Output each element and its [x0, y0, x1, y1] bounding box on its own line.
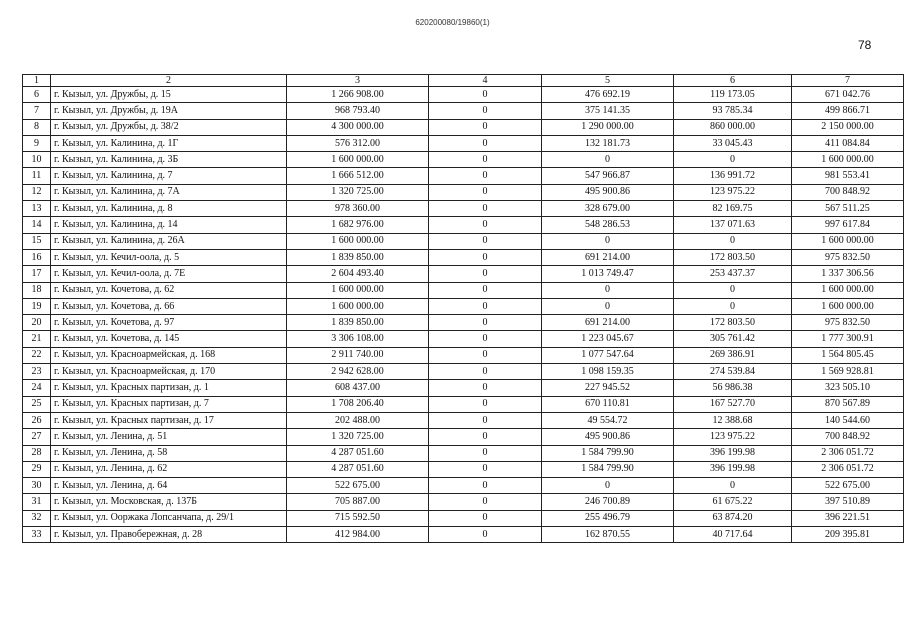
total-cost-cell: 1 708 206.40	[287, 396, 429, 412]
col4-cell: 0	[429, 315, 542, 331]
col5-cell: 1 584 799.90	[542, 461, 674, 477]
total-cost-cell: 1 600 000.00	[287, 282, 429, 298]
address-cell: г. Кызыл, ул. Дружбы, д. 15	[51, 87, 287, 103]
col6-cell: 253 437.37	[674, 266, 792, 282]
address-cell: г. Кызыл, ул. Ленина, д. 58	[51, 445, 287, 461]
row-number-cell: 17	[23, 266, 51, 282]
col6-cell: 123 975.22	[674, 184, 792, 200]
col5-cell: 1 584 799.90	[542, 445, 674, 461]
table-row	[23, 87, 904, 103]
column-header: 2	[51, 75, 287, 87]
total-cost-cell: 1 600 000.00	[287, 233, 429, 249]
row-number-cell: 27	[23, 429, 51, 445]
column-header: 6	[674, 75, 792, 87]
total-cost-cell: 978 360.00	[287, 201, 429, 217]
col5-cell: 0	[542, 298, 674, 314]
column-header: 3	[287, 75, 429, 87]
row-number-cell: 11	[23, 168, 51, 184]
col4-cell: 0	[429, 510, 542, 526]
col4-cell: 0	[429, 217, 542, 233]
col4-cell: 0	[429, 135, 542, 151]
table-row	[23, 217, 904, 233]
col7-cell: 2 150 000.00	[792, 119, 904, 135]
col6-cell: 119 173.05	[674, 87, 792, 103]
col4-cell: 0	[429, 494, 542, 510]
row-number-cell: 9	[23, 135, 51, 151]
address-cell: г. Кызыл, ул. Ооржака Лопсанчапа, д. 29/1	[51, 510, 287, 526]
col6-cell: 269 386.91	[674, 347, 792, 363]
total-cost-cell: 522 675.00	[287, 478, 429, 494]
table-row	[23, 494, 904, 510]
address-cell: г. Кызыл, ул. Калинина, д. 26А	[51, 233, 287, 249]
col5-cell: 375 141.35	[542, 103, 674, 119]
row-number-cell: 25	[23, 396, 51, 412]
col4-cell: 0	[429, 282, 542, 298]
table-row	[23, 478, 904, 494]
col7-cell: 1 569 928.81	[792, 364, 904, 380]
col6-cell: 167 527.70	[674, 396, 792, 412]
row-number-cell: 15	[23, 233, 51, 249]
table-row	[23, 282, 904, 298]
col7-cell: 323 505.10	[792, 380, 904, 396]
col7-cell: 997 617.84	[792, 217, 904, 233]
col4-cell: 0	[429, 461, 542, 477]
table-row	[23, 201, 904, 217]
col7-cell: 140 544.60	[792, 412, 904, 428]
col4-cell: 0	[429, 119, 542, 135]
table-row	[23, 233, 904, 249]
row-number-cell: 26	[23, 412, 51, 428]
col7-cell: 1 600 000.00	[792, 298, 904, 314]
row-number-cell: 12	[23, 184, 51, 200]
table-row	[23, 266, 904, 282]
col6-cell: 33 045.43	[674, 135, 792, 151]
column-header: 7	[792, 75, 904, 87]
total-cost-cell: 2 911 740.00	[287, 347, 429, 363]
col4-cell: 0	[429, 103, 542, 119]
address-cell: г. Кызыл, ул. Красных партизан, д. 7	[51, 396, 287, 412]
col7-cell: 1 337 306.56	[792, 266, 904, 282]
col5-cell: 548 286.53	[542, 217, 674, 233]
col5-cell: 132 181.73	[542, 135, 674, 151]
col7-cell: 975 832.50	[792, 315, 904, 331]
col4-cell: 0	[429, 527, 542, 543]
col6-cell: 274 539.84	[674, 364, 792, 380]
col5-cell: 476 692.19	[542, 87, 674, 103]
total-cost-cell: 3 306 108.00	[287, 331, 429, 347]
col5-cell: 691 214.00	[542, 315, 674, 331]
table-row	[23, 380, 904, 396]
col6-cell: 305 761.42	[674, 331, 792, 347]
col4-cell: 0	[429, 364, 542, 380]
col7-cell: 2 306 051.72	[792, 445, 904, 461]
column-header: 4	[429, 75, 542, 87]
table-row	[23, 103, 904, 119]
col4-cell: 0	[429, 478, 542, 494]
col5-cell: 0	[542, 282, 674, 298]
table-row	[23, 249, 904, 265]
row-number-cell: 8	[23, 119, 51, 135]
table-row	[23, 527, 904, 543]
col5-cell: 255 496.79	[542, 510, 674, 526]
col6-cell: 172 803.50	[674, 315, 792, 331]
address-cell: г. Кызыл, ул. Калинина, д. 8	[51, 201, 287, 217]
total-cost-cell: 1 320 725.00	[287, 184, 429, 200]
col7-cell: 1 777 300.91	[792, 331, 904, 347]
table-row	[23, 445, 904, 461]
table-row	[23, 152, 904, 168]
col5-cell: 227 945.52	[542, 380, 674, 396]
address-cell: г. Кызыл, ул. Московская, д. 137Б	[51, 494, 287, 510]
total-cost-cell: 202 488.00	[287, 412, 429, 428]
col5-cell: 1 013 749.47	[542, 266, 674, 282]
col5-cell: 1 077 547.64	[542, 347, 674, 363]
col4-cell: 0	[429, 298, 542, 314]
row-number-cell: 18	[23, 282, 51, 298]
total-cost-cell: 4 300 000.00	[287, 119, 429, 135]
col7-cell: 1 564 805.45	[792, 347, 904, 363]
col7-cell: 397 510.89	[792, 494, 904, 510]
col6-cell: 0	[674, 152, 792, 168]
address-cell: г. Кызыл, ул. Кочетова, д. 97	[51, 315, 287, 331]
row-number-cell: 23	[23, 364, 51, 380]
total-cost-cell: 1 839 850.00	[287, 315, 429, 331]
table-row	[23, 429, 904, 445]
total-cost-cell: 1 320 725.00	[287, 429, 429, 445]
row-number-cell: 32	[23, 510, 51, 526]
address-cell: г. Кызыл, ул. Ленина, д. 51	[51, 429, 287, 445]
col6-cell: 63 874.20	[674, 510, 792, 526]
table-body	[23, 87, 904, 543]
total-cost-cell: 4 287 051.60	[287, 461, 429, 477]
total-cost-cell: 576 312.00	[287, 135, 429, 151]
col6-cell: 123 975.22	[674, 429, 792, 445]
col5-cell: 0	[542, 233, 674, 249]
row-number-cell: 28	[23, 445, 51, 461]
table-row	[23, 298, 904, 314]
row-number-cell: 29	[23, 461, 51, 477]
col6-cell: 82 169.75	[674, 201, 792, 217]
total-cost-cell: 1 600 000.00	[287, 152, 429, 168]
col7-cell: 671 042.76	[792, 87, 904, 103]
address-cell: г. Кызыл, ул. Кочетова, д. 62	[51, 282, 287, 298]
address-cell: г. Кызыл, ул. Калинина, д. 7А	[51, 184, 287, 200]
address-cell: г. Кызыл, ул. Красноармейская, д. 168	[51, 347, 287, 363]
column-header: 1	[23, 75, 51, 87]
col4-cell: 0	[429, 445, 542, 461]
address-cell: г. Кызыл, ул. Калинина, д. 3Б	[51, 152, 287, 168]
col7-cell: 1 600 000.00	[792, 282, 904, 298]
table-row	[23, 168, 904, 184]
col7-cell: 870 567.89	[792, 396, 904, 412]
address-cell: г. Кызыл, ул. Ленина, д. 64	[51, 478, 287, 494]
page-number: 78	[858, 38, 872, 52]
address-cell: г. Кызыл, ул. Дружбы, д. 38/2	[51, 119, 287, 135]
total-cost-cell: 1 839 850.00	[287, 249, 429, 265]
col6-cell: 61 675.22	[674, 494, 792, 510]
table-row	[23, 510, 904, 526]
col6-cell: 396 199.98	[674, 461, 792, 477]
table-row	[23, 396, 904, 412]
address-cell: г. Кызыл, ул. Кечил-оола, д. 5	[51, 249, 287, 265]
col7-cell: 700 848.92	[792, 429, 904, 445]
address-cell: г. Кызыл, ул. Красных партизан, д. 1	[51, 380, 287, 396]
col4-cell: 0	[429, 347, 542, 363]
address-cell: г. Кызыл, ул. Дружбы, д. 19А	[51, 103, 287, 119]
col6-cell: 137 071.63	[674, 217, 792, 233]
col5-cell: 328 679.00	[542, 201, 674, 217]
row-number-cell: 6	[23, 87, 51, 103]
col4-cell: 0	[429, 184, 542, 200]
table-row	[23, 135, 904, 151]
table-row	[23, 184, 904, 200]
address-cell: г. Кызыл, ул. Калинина, д. 14	[51, 217, 287, 233]
col5-cell: 246 700.89	[542, 494, 674, 510]
col6-cell: 0	[674, 282, 792, 298]
document-id: 620200080/19860(1)	[415, 18, 490, 27]
col4-cell: 0	[429, 266, 542, 282]
total-cost-cell: 2 942 628.00	[287, 364, 429, 380]
col6-cell: 396 199.98	[674, 445, 792, 461]
col4-cell: 0	[429, 152, 542, 168]
col6-cell: 56 986.38	[674, 380, 792, 396]
col7-cell: 2 306 051.72	[792, 461, 904, 477]
col7-cell: 1 600 000.00	[792, 233, 904, 249]
col5-cell: 162 870.55	[542, 527, 674, 543]
col5-cell: 495 900.86	[542, 184, 674, 200]
col4-cell: 0	[429, 168, 542, 184]
row-number-cell: 16	[23, 249, 51, 265]
col4-cell: 0	[429, 396, 542, 412]
total-cost-cell: 968 793.40	[287, 103, 429, 119]
table-row	[23, 331, 904, 347]
total-cost-cell: 608 437.00	[287, 380, 429, 396]
row-number-cell: 7	[23, 103, 51, 119]
address-cell: г. Кызыл, ул. Красных партизан, д. 17	[51, 412, 287, 428]
address-cell: г. Кызыл, ул. Ленина, д. 62	[51, 461, 287, 477]
col5-cell: 1 223 045.67	[542, 331, 674, 347]
col4-cell: 0	[429, 380, 542, 396]
col4-cell: 0	[429, 249, 542, 265]
total-cost-cell: 715 592.50	[287, 510, 429, 526]
col4-cell: 0	[429, 201, 542, 217]
row-number-cell: 10	[23, 152, 51, 168]
registry-table	[22, 74, 904, 543]
address-cell: г. Кызыл, ул. Калинина, д. 1Г	[51, 135, 287, 151]
row-number-cell: 24	[23, 380, 51, 396]
col7-cell: 975 832.50	[792, 249, 904, 265]
col7-cell: 981 553.41	[792, 168, 904, 184]
total-cost-cell: 412 984.00	[287, 527, 429, 543]
table-row	[23, 315, 904, 331]
table-header-row	[23, 75, 904, 87]
table-row	[23, 461, 904, 477]
col4-cell: 0	[429, 87, 542, 103]
col6-cell: 172 803.50	[674, 249, 792, 265]
col7-cell: 396 221.51	[792, 510, 904, 526]
col6-cell: 0	[674, 298, 792, 314]
address-cell: г. Кызыл, ул. Калинина, д. 7	[51, 168, 287, 184]
col5-cell: 670 110.81	[542, 396, 674, 412]
col6-cell: 0	[674, 478, 792, 494]
total-cost-cell: 1 600 000.00	[287, 298, 429, 314]
row-number-cell: 19	[23, 298, 51, 314]
col5-cell: 547 966.87	[542, 168, 674, 184]
col7-cell: 499 866.71	[792, 103, 904, 119]
col5-cell: 49 554.72	[542, 412, 674, 428]
col7-cell: 522 675.00	[792, 478, 904, 494]
address-cell: г. Кызыл, ул. Кочетова, д. 145	[51, 331, 287, 347]
col5-cell: 1 098 159.35	[542, 364, 674, 380]
col5-cell: 495 900.86	[542, 429, 674, 445]
col7-cell: 1 600 000.00	[792, 152, 904, 168]
table-row	[23, 364, 904, 380]
col7-cell: 567 511.25	[792, 201, 904, 217]
total-cost-cell: 2 604 493.40	[287, 266, 429, 282]
row-number-cell: 13	[23, 201, 51, 217]
total-cost-cell: 1 682 976.00	[287, 217, 429, 233]
col6-cell: 12 388.68	[674, 412, 792, 428]
col4-cell: 0	[429, 233, 542, 249]
total-cost-cell: 1 266 908.00	[287, 87, 429, 103]
row-number-cell: 22	[23, 347, 51, 363]
total-cost-cell: 1 666 512.00	[287, 168, 429, 184]
col4-cell: 0	[429, 429, 542, 445]
col5-cell: 691 214.00	[542, 249, 674, 265]
row-number-cell: 20	[23, 315, 51, 331]
col7-cell: 411 084.84	[792, 135, 904, 151]
row-number-cell: 14	[23, 217, 51, 233]
col6-cell: 0	[674, 233, 792, 249]
col6-cell: 40 717.64	[674, 527, 792, 543]
col5-cell: 0	[542, 478, 674, 494]
col7-cell: 700 848.92	[792, 184, 904, 200]
col6-cell: 136 991.72	[674, 168, 792, 184]
address-cell: г. Кызыл, ул. Кочетова, д. 66	[51, 298, 287, 314]
total-cost-cell: 705 887.00	[287, 494, 429, 510]
row-number-cell: 21	[23, 331, 51, 347]
col5-cell: 1 290 000.00	[542, 119, 674, 135]
address-cell: г. Кызыл, ул. Красноармейская, д. 170	[51, 364, 287, 380]
address-cell: г. Кызыл, ул. Кечил-оола, д. 7Е	[51, 266, 287, 282]
col6-cell: 860 000.00	[674, 119, 792, 135]
col6-cell: 93 785.34	[674, 103, 792, 119]
row-number-cell: 33	[23, 527, 51, 543]
table-row	[23, 347, 904, 363]
col7-cell: 209 395.81	[792, 527, 904, 543]
address-cell: г. Кызыл, ул. Правобережная, д. 28	[51, 527, 287, 543]
column-header: 5	[542, 75, 674, 87]
table-row	[23, 119, 904, 135]
col5-cell: 0	[542, 152, 674, 168]
row-number-cell: 31	[23, 494, 51, 510]
total-cost-cell: 4 287 051.60	[287, 445, 429, 461]
row-number-cell: 30	[23, 478, 51, 494]
col4-cell: 0	[429, 331, 542, 347]
table-row	[23, 412, 904, 428]
col4-cell: 0	[429, 412, 542, 428]
